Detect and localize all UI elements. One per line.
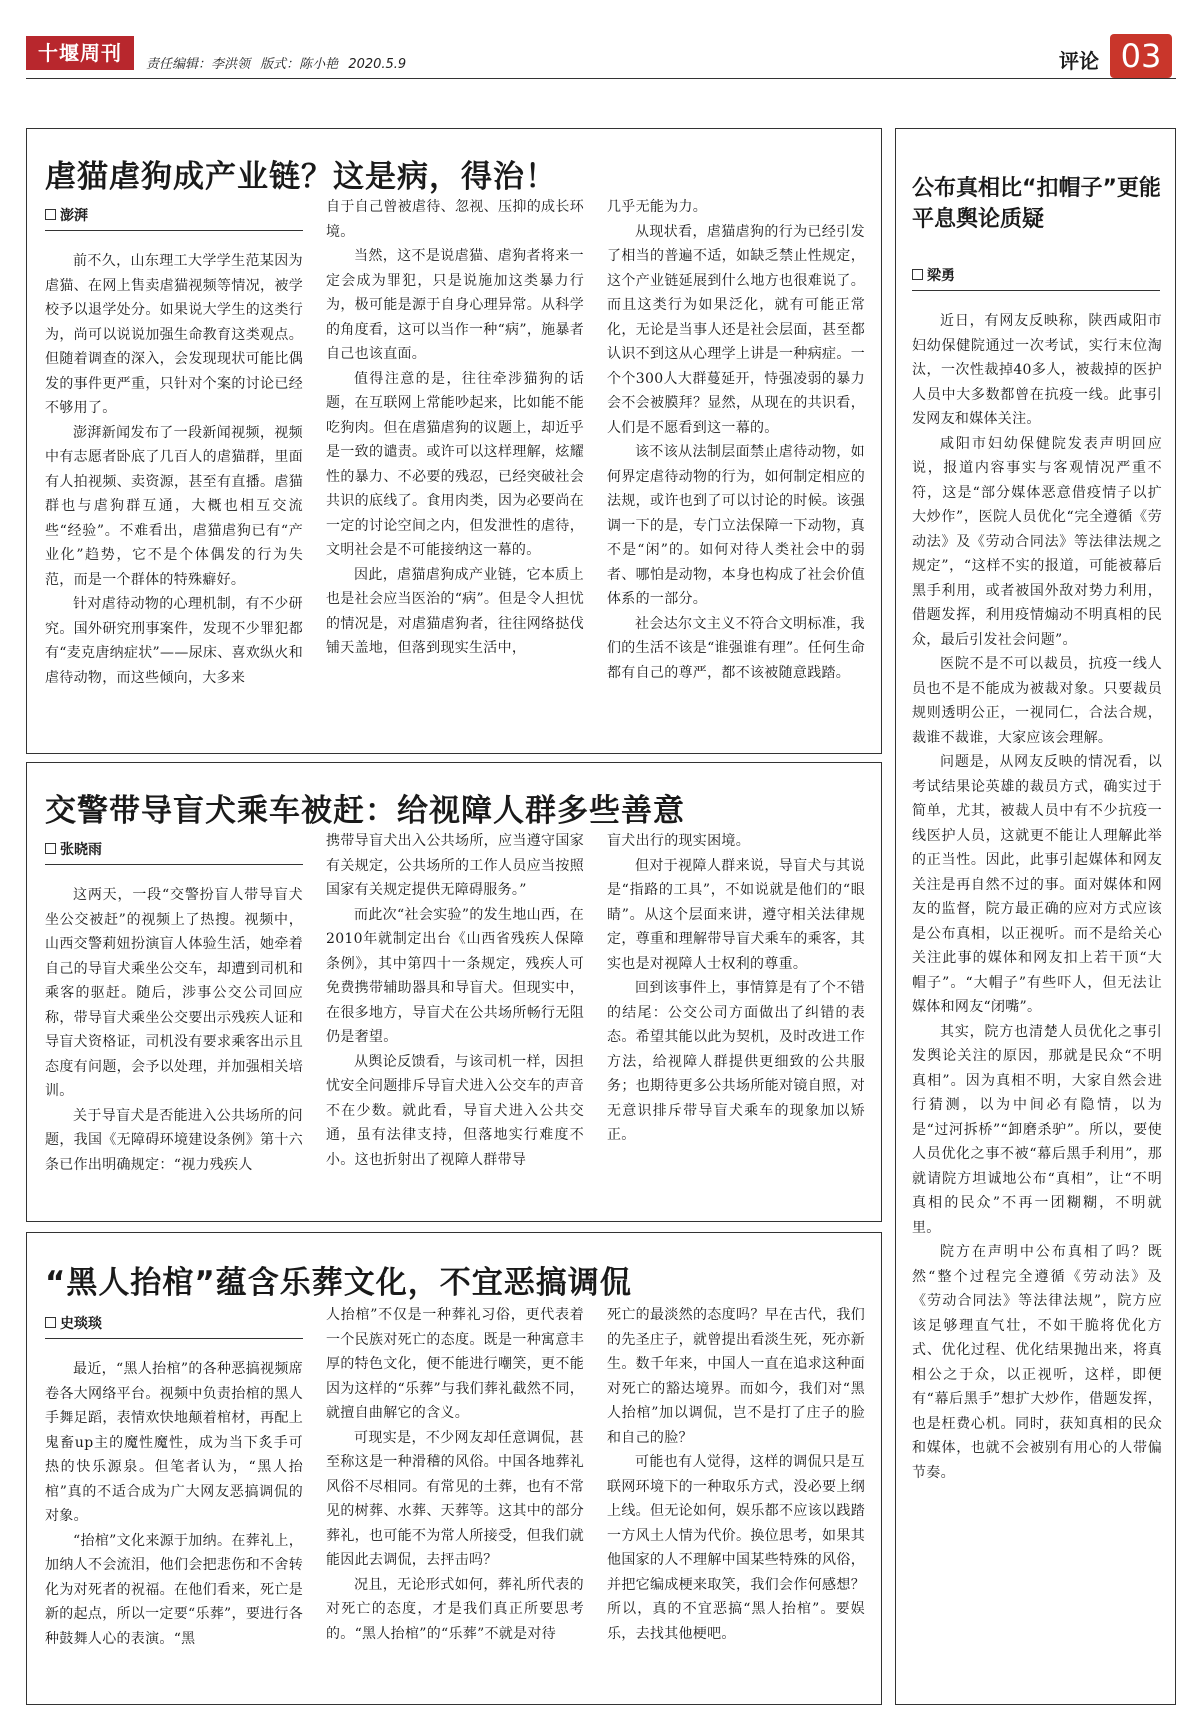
paragraph: 咸阳市妇幼保健院发表声明回应说，报道内容事实与客观情况严重不符，这是“部分媒体恶意借疫情子以扩大炒作”，医院人员优化“完全遵循《劳动法》及《劳动合同法》等法律法规之规定”，“这样不实的报道，可能被幕后黑手利用，或者被国外敌对势力利用，借题发挥，利用疫情煽动不明真相的民众，最后引发社会问题”。 <box>912 435 1162 648</box>
paragraph: 自于自己曾被虐待、忽视、压抑的成长环境。 <box>326 199 584 240</box>
editor-credit: 责任编辑：李洪领 <box>146 57 251 72</box>
paragraph: 关于导盲犬是否能进入公共场所的问题，我国《无障碍环境建设条例》第十六条已作出明确规定：“视力残疾人 <box>45 1107 303 1173</box>
paragraph: 问题是，从网友反映的情况看，以考试结果论英雄的裁员方式，确实过于简单，尤其，被裁人员中有不少抗疫一线医护人员，这就更不能让人理解此举的正当性。因此，此事引起媒体和网友关注是再自然不过的事。面对媒体和网友的监督，院方最正确的应对方式应该是公布真相，以正视听。而不是给关心关注此事的媒体和网友扣上若干顶“大帽子”。“大帽子”有些吓人，但无法让媒体和网友“闭嘴”。 <box>912 754 1162 1015</box>
text-column <box>912 309 1162 1694</box>
newspaper-logo: 十堰周刊 <box>26 36 134 70</box>
paragraph: 可现实是，不少网友却任意调侃，甚至称这是一种滑稽的风俗。中国各地葬礼风俗不尽相同。有常见的土葬，也有不常见的树葬、水葬、天葬等。这其中的部分葬礼，也可能不为常人所接受，但我们就能因此去调侃，去抨击吗？ <box>326 1429 584 1568</box>
article-title: 公布真相比“扣帽子”更能平息舆论质疑 <box>912 176 1161 232</box>
page-number-badge: 03 <box>1110 34 1172 78</box>
text-column <box>45 195 303 739</box>
paragraph: 从舆论反馈看，与该司机一样，因担忧安全问题排斥导盲犬进入公交车的声音不在少数。就此看，导盲犬进入公共交通，虽有法律支持，但落地实行难度不小。这也折射出了视障人群带导 <box>326 1053 584 1168</box>
paragraph: 值得注意的是，往往牵涉猫狗的话题，在互联网上常能吵起来，比如能不能吃狗肉。但在虐猫虐狗的议题上，却近乎是一致的谴责。或许可以这样理解，炫耀性的暴力、不必要的残忍，已经突破社会共识的底线了。食用肉类，因为必要尚在一定的讨论空间之内，但发泄性的虐待，文明社会是不可能接纳这一幕的。 <box>326 370 584 558</box>
credits <box>146 53 412 72</box>
article-author: 澎湃 <box>45 205 303 231</box>
paragraph: 而此次“社会实验”的发生地山西，在2010年就制定出台《山西省残疾人保障条例》，其中第四十一条规定，残疾人可免费携带辅助器具和导盲犬。但现实中，在很多地方，导盲犬在公共场所畅行无阻仍是奢望。 <box>326 906 584 1045</box>
paragraph: 针对虐待动物的心理机制，有不少研究。国外研究刑事案件，发现不少罪犯都有“麦克唐纳症状”——尿床、喜欢纵火和虐待动物，而这些倾向，大多来 <box>45 596 303 686</box>
paragraph: 澎湃新闻发布了一段新闻视频，视频中有志愿者卧底了几百人的虐猫群，里面有人拍视频、卖资源，甚至有直播。虐猫群也与虐狗群互通，大概也相互交流些“经验”。不难看出，虐猫虐狗已有“产业化”趋势，它不是个体偶发的行为失范，而是一个群体的特殊癖好。 <box>45 424 303 588</box>
article-author: 梁勇 <box>912 265 1160 291</box>
article-author: 张晓雨 <box>45 839 303 865</box>
article-title: 虐猫虐狗成产业链？这是病，得治！ <box>45 159 557 195</box>
paragraph: 其实，院方也清楚人员优化之事引发舆论关注的原因，那就是民众“不明真相”。因为真相不明，大家自然会进行猜测，以为中间必有隐情，以为是“过河拆桥”“卸磨杀驴”。所以，要使人员优化之事不被“幕后黑手利用”，那就请院方坦诚地公布“真相”，让“不明真相的民众”不再一团糊糊，不明就里。 <box>912 1023 1162 1236</box>
section-label: 评论 <box>1059 49 1099 73</box>
layout-credit: 版式：陈小艳 <box>260 57 339 72</box>
text-column <box>607 829 865 1209</box>
paragraph: 从现状看，虐猫虐狗的行为已经引发了相当的普遍不适，如缺乏禁止性规定，这个产业链延展到什么地方也很难说了。而且这类行为如果泛化，就有可能正常化，无论是当事人还是社会层面，甚至都认识不到这从心理学上讲是一种病症。一个个300人大群蔓延开，恃强凌弱的暴力会不会被膜拜？显然，从现在的共识看，人们是不愿看到这一幕的。 <box>607 223 865 436</box>
text-column <box>326 1303 584 1693</box>
paragraph: 况且，无论形式如何，葬礼所代表的对死亡的态度，才是我们真正所要思考的。“黑人抬棺”的“乐葬”不就是对待 <box>326 1576 584 1642</box>
paragraph: 社会达尔文主义不符合文明标准，我们的生活不该是“谁强谁有理”。任何生命都有自己的尊严，都不该被随意践踏。 <box>607 615 865 681</box>
header-rule <box>26 78 1176 79</box>
paragraph: 近日，有网友反映称，陕西咸阳市妇幼保健院通过一次考试，实行末位淘汰，一次性裁掉40多人，被裁掉的医护人员中大多数都曾在抗疫一线。此事引发网友和媒体关注。 <box>912 313 1162 427</box>
paragraph: “抬棺”文化来源于加纳。在葬礼上，加纳人不会流泪，他们会把悲伤和不舍转化为对死者的祝福。在他们看来，死亡是新的起点，所以一定要“乐葬”，要进行各种鼓舞人心的表演。“黑 <box>45 1532 303 1647</box>
text-column <box>45 829 303 1209</box>
paragraph: 回到该事件上，事情算是有了个不错的结尾：公交公司方面做出了纠错的表态。希望其能以此为契机，及时改进工作方法，给视障人群提供更细致的公共服务；也期待更多公共场所能对镜自照，对无意识排斥带导盲犬乘车的现象加以矫正。 <box>607 980 865 1143</box>
paragraph: 这两天，一段“交警扮盲人带导盲犬坐公交被赶”的视频上了热搜。视频中，山西交警莉妞扮演盲人体验生活，她牵着自己的导盲犬乘坐公交车，却遭到司机和乘客的驱赶。随后，涉事公交公司回应称，带导盲犬乘坐公交要出示残疾人证和导盲犬资格证，司机没有要求乘客出示且态度有问题，会予以处理，并加强相关培训。 <box>45 887 303 1099</box>
paragraph: 最近，“黑人抬棺”的各种恶搞视频席卷各大网络平台。视频中负责抬棺的黑人手舞足蹈，表情欢快地颠着棺材，再配上鬼畜up主的魔性魔性，成为当下炙手可热的快乐源泉。但笔者认为，“黑人抬棺”真的不适合成为广大网友恶搞调侃的对象。 <box>45 1361 303 1524</box>
paragraph: 但对于视障人群来说，导盲犬与其说是“指路的工具”，不如说就是他们的“眼睛”。从这个层面来讲，遵守相关法律规定，尊重和理解带导盲犬乘车的乘客，其实也是对视障人士权利的尊重。 <box>607 857 865 972</box>
paragraph: 人抬棺”不仅是一种葬礼习俗，更代表着一个民族对死亡的态度。既是一种寓意丰厚的特色文化，便不能进行嘲笑，更不能因为这样的“乐葬”与我们葬礼截然不同，就擅自曲解它的含义。 <box>326 1307 584 1421</box>
article-hospital-layoffs <box>895 128 1176 1705</box>
article-body <box>45 1303 865 1693</box>
article-body <box>45 829 865 1209</box>
paragraph: 医院不是不可以裁员，抗疫一线人员也不是不能成为被裁对象。只要裁员规则透明公正，一视同仁，合法合规，裁谁不裁谁，大家应该会理解。 <box>912 656 1162 746</box>
article-coffin-dance <box>26 1232 882 1705</box>
text-column <box>326 829 584 1209</box>
text-column <box>607 1303 865 1693</box>
paragraph: 院方在声明中公布真相了吗？既然“整个过程完全遵循《劳动法》及《劳动合同法》等法律法规”，院方应该足够理直气壮，不如干脆将优化方式、优化过程、优化结果抛出来，将真相公之于众，以正视听，这样，即便有“幕后黑手”想扩大炒作，借题发挥，也是枉费心机。同时，获知真相的民众和媒体，也就不会被别有用心的人带偏节奏。 <box>912 1244 1162 1481</box>
paragraph: 携带导盲犬出入公共场所，应当遵守国家有关规定，公共场所的工作人员应当按照国家有关规定提供无障碍服务。” <box>326 833 584 898</box>
text-column <box>45 1303 303 1693</box>
article-guide-dog <box>26 762 882 1222</box>
paragraph: 可能也有人觉得，这样的调侃只是互联网环境下的一种取乐方式，没必要上纲上线。但无论如何，娱乐都不应该以践踏一方风土人情为代价。换位思考，如果其他国家的人不理解中国某些特殊的风俗，并把它编成梗来取笑，我们会作何感想？所以，真的不宜恶搞“黑人抬棺”。要娱乐，去找其他梗吧。 <box>607 1454 865 1642</box>
article-animal-abuse <box>26 128 882 754</box>
article-title: 交警带导盲犬乘车被赶：给视障人群多些善意 <box>45 793 685 829</box>
issue-date: 2020.5.9 <box>348 57 407 72</box>
article-title: “黑人抬棺”蕴含乐葬文化，不宜恶搞调侃 <box>45 1265 632 1301</box>
paragraph: 该不该从法制层面禁止虐待动物，如何界定虐待动物的行为，如何制定相应的法规，或许也到了可以讨论的时候。该强调一下的是，专门立法保障一下动物，真不是“闲”的。如何对待人类社会中的弱者、哪怕是动物，本身也构成了社会价值体系的一部分。 <box>607 444 865 607</box>
masthead <box>0 0 1200 96</box>
paragraph: 死亡的最淡然的态度吗？早在古代，我们的先圣庄子，就曾提出看淡生死，死亦新生。数千年来，中国人一直在追求这种面对死亡的豁达境界。而如今，我们对“黑人抬棺”加以调侃，岂不是打了庄子的脸和自己的脸？ <box>607 1307 865 1446</box>
paragraph: 当然，这不是说虐猫、虐狗者将来一定会成为罪犯，只是说施加这类暴力行为，极可能是源于自身心理异常。从科学的角度看，这可以当作一种“病”，施暴者自己也该直面。 <box>326 248 584 362</box>
article-body <box>45 195 865 739</box>
paragraph: 盲犬出行的现实困境。 <box>607 833 750 849</box>
text-column <box>326 195 584 739</box>
article-author: 史琰琰 <box>45 1313 303 1339</box>
text-column <box>607 195 865 739</box>
paragraph: 几乎无能为力。 <box>607 199 708 215</box>
paragraph: 前不久，山东理工大学学生范某因为虐猫、在网上售卖虐猫视频等情况，被学校予以退学处分。如果说大学生的这类行为，尚可以说说加强生命教育这类观点。但随着调查的深入，会发现现状可能比偶发的事件更严重，只针对个案的讨论已经不够用了。 <box>45 253 303 416</box>
paragraph: 因此，虐猫虐狗成产业链，它本质上也是社会应当医治的“病”。但是令人担忧的情况是，对虐猫虐狗者，往往网络挞伐铺天盖地，但落到现实生活中， <box>326 566 584 656</box>
article-body <box>912 309 1162 1694</box>
